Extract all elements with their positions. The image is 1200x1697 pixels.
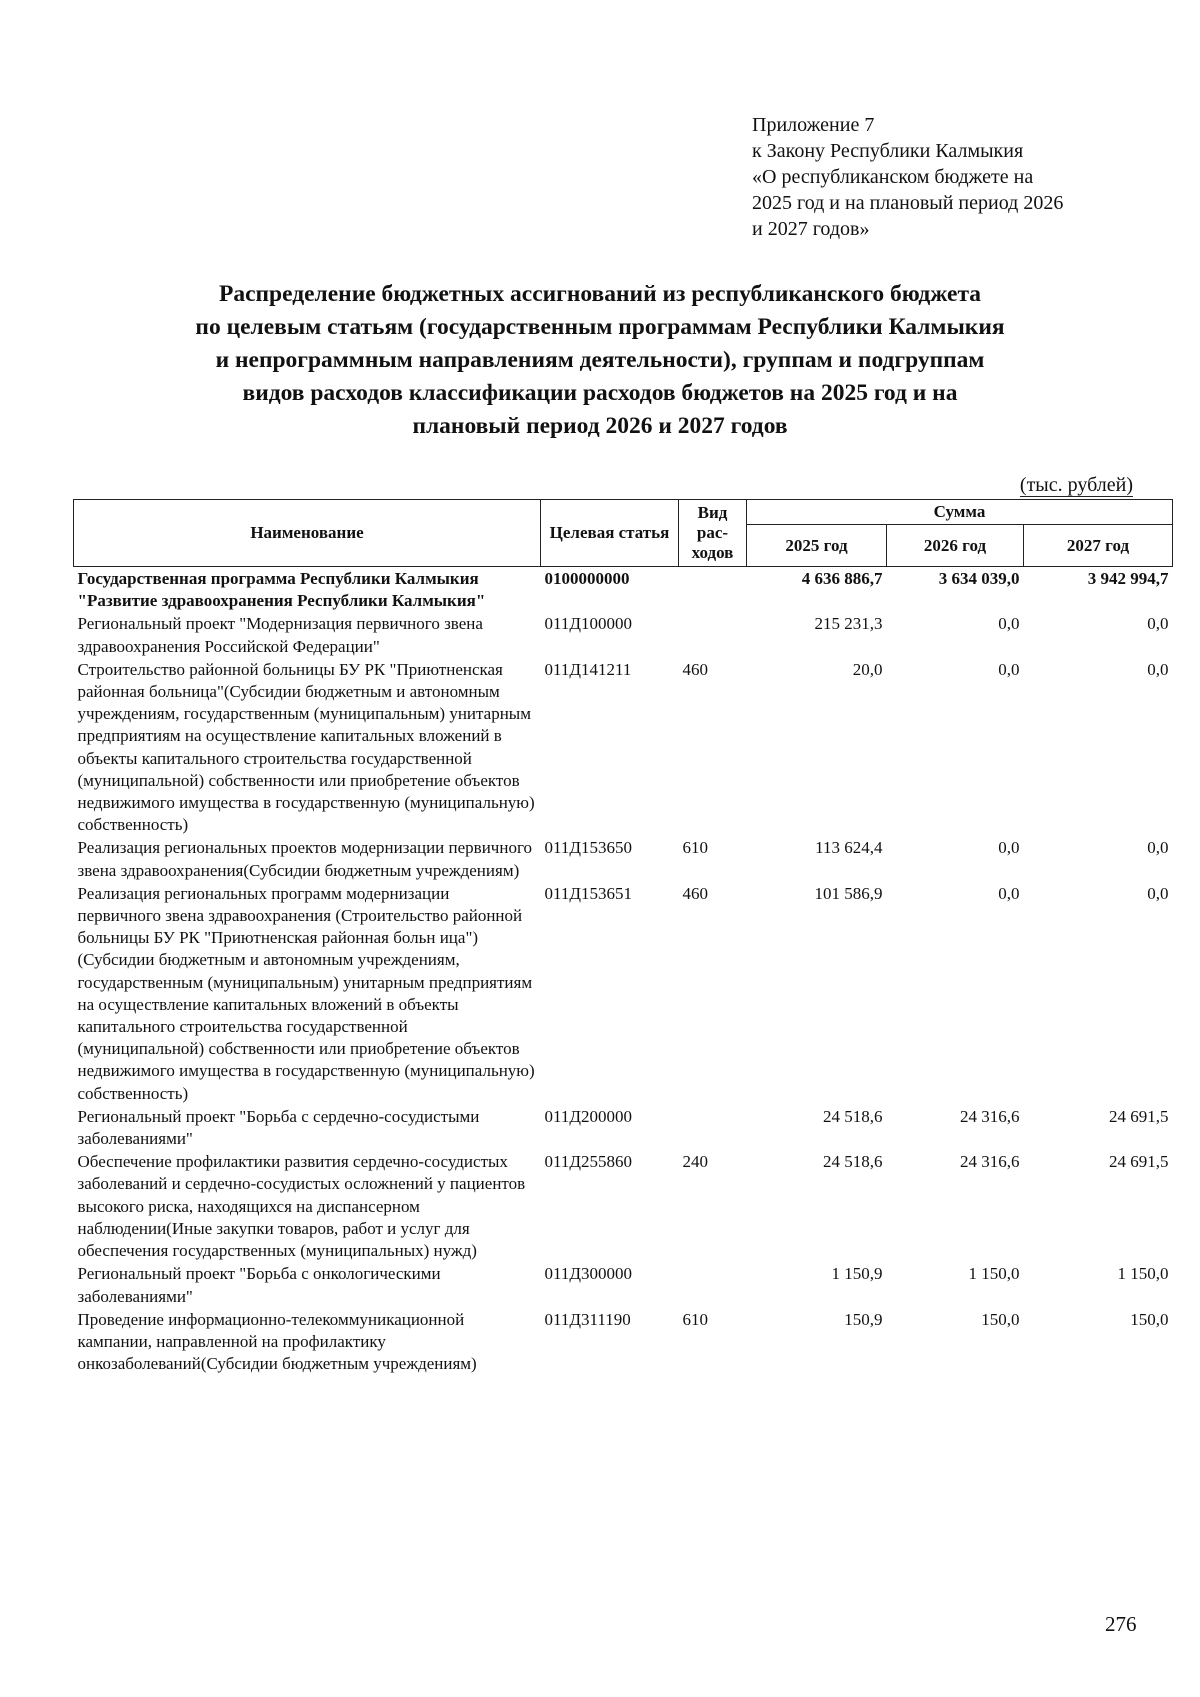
amount-2027-cell: 0,0 [1147, 614, 1169, 634]
amount-2027-cell: 150,0 [1130, 1309, 1169, 1329]
target-cell: 011Д200000 [544, 1106, 632, 1126]
amount-2025-cell: 215 231,3 [814, 614, 883, 634]
name-cell: Проведение информационно-телекоммуникационной кампании, направленной на профилактику онкозаболеваний(Субсидии бюджетным учреждениям) [77, 1309, 477, 1374]
name-cell: Обеспечение профилактики развития сердечно-сосудистых заболеваний и сердечно-сосудистых осложнений у пациентов высокого риска, находящихся на диспансерном наблюдении(Иные закупки товаров, работ и услуг для обеспечения государственных (муниципальных) нужд) [77, 1152, 526, 1261]
appendix-line: и 2027 годов» [752, 218, 870, 240]
table-body [74, 567, 1173, 1376]
title-line: и непрограммным направлениям деятельности), группам и подгруппам [215, 347, 985, 373]
target-cell: 011Д141211 [544, 659, 632, 679]
header-sum: Сумма [747, 500, 1173, 525]
document-title [60, 278, 1140, 443]
amount-2026-cell: 0,0 [998, 883, 1020, 903]
target-cell: 011Д153650 [544, 838, 632, 858]
amount-2026-cell: 24 316,6 [960, 1152, 1020, 1172]
amount-2026-cell: 3 634 039,0 [938, 569, 1020, 588]
amount-2026-cell: 24 316,6 [960, 1106, 1020, 1126]
header-vid: Вид рас-ходов [679, 500, 747, 567]
amount-2025-cell: 24 518,6 [823, 1152, 883, 1172]
title-line: Распределение бюджетных ассигнований из республиканского бюджета [218, 281, 982, 307]
amount-2027-cell: 24 691,5 [1109, 1152, 1169, 1172]
amount-2025-cell: 1 150,9 [831, 1264, 883, 1284]
vid-cell [679, 1262, 747, 1307]
amount-2025-cell: 24 518,6 [823, 1106, 883, 1126]
header-target: Целевая статья [541, 500, 679, 567]
name-cell: Региональный проект "Борьба с онкологическими заболеваниями" [77, 1264, 441, 1306]
target-cell: 011Д311190 [544, 1309, 631, 1329]
budget-table [73, 499, 1173, 1375]
target-cell: 011Д255860 [544, 1152, 632, 1172]
table-row [74, 1262, 1173, 1307]
amount-2027-cell: 0,0 [1147, 883, 1169, 903]
vid-cell [679, 1105, 747, 1150]
amount-2027-cell: 0,0 [1147, 659, 1169, 679]
amount-2025-cell: 4 636 886,7 [801, 569, 883, 588]
name-cell: Региональный проект "Борьба с сердечно-сосудистыми заболеваниями" [77, 1106, 480, 1149]
name-cell: Строительство районной больницы БУ РК "Приютненская районная больница"(Субсидии бюджетным и автономным учреждениям, государственным (муниципальным) унитарным предприятиям на осуществление капитальных вложений в объекты капитального строительства государственной (муниципальной) собственности или приобретение объектов недвижимого имущества в государственную (муниципальную) собственность) [77, 659, 535, 835]
amount-2025-cell: 20,0 [852, 659, 883, 679]
appendix-note [752, 112, 1172, 242]
appendix-line: Приложение 7 [752, 114, 875, 136]
amount-2025-cell: 101 586,9 [814, 883, 883, 903]
title-line: по целевым статьям (государственным программам Республики Калмыкия [195, 314, 1005, 340]
table-row [74, 1105, 1173, 1150]
appendix-line: к Закону Республики Калмыкия [752, 140, 1024, 162]
header-2027: 2027 год [1024, 525, 1173, 567]
amount-2027-cell: 3 942 994,7 [1087, 569, 1169, 588]
vid-cell: 460 [682, 659, 708, 679]
amount-2027-cell: 0,0 [1147, 838, 1169, 858]
appendix-line: «О республиканском бюджете на [752, 166, 1034, 188]
units-label: (тыс. рублей) [1019, 474, 1133, 496]
vid-cell: 610 [682, 838, 708, 858]
title-line: плановый период 2026 и 2027 годов [412, 413, 788, 439]
table-row [74, 567, 1173, 613]
amount-2026-cell: 0,0 [998, 838, 1020, 858]
table-row [74, 658, 1173, 837]
table-row [74, 882, 1173, 1105]
name-cell: Государственная программа Республики Калмыкия "Развитие здравоохранения Республики Калмыкия" [77, 569, 486, 611]
title-line: видов расходов классификации расходов бюджетов на 2025 год и на [242, 380, 958, 406]
header-name: Наименование [74, 500, 541, 567]
target-cell: 011Д300000 [544, 1264, 632, 1284]
vid-cell: 610 [682, 1309, 708, 1329]
table-row [74, 612, 1173, 657]
name-cell: Реализация региональных программ модернизации первичного звена здравоохранения (Строительство районной больницы БУ РК "Приютненская районная больн ица")(Субсидии бюджетным и автономным учреждениям, государственным (муниципальным) унитарным предприятиям на осуществление капитальных вложений в объекты капитального строительства государственной (муниципальной) собственности или приобретение объектов недвижимого имущества в государственную (муниципальную) собственность) [77, 883, 535, 1103]
amount-2027-cell: 1 150,0 [1117, 1264, 1169, 1284]
amount-2026-cell: 1 150,0 [968, 1264, 1020, 1284]
amount-2025-cell: 113 624,4 [815, 838, 883, 858]
amount-2027-cell: 24 691,5 [1109, 1106, 1169, 1126]
table-row [74, 1308, 1173, 1376]
header-2025: 2025 год [747, 525, 887, 567]
amount-2026-cell: 0,0 [998, 614, 1020, 634]
vid-cell [679, 567, 747, 613]
amount-2026-cell: 0,0 [998, 659, 1020, 679]
target-cell: 011Д153651 [544, 883, 632, 903]
amount-2025-cell: 150,9 [844, 1309, 883, 1329]
name-cell: Реализация региональных проектов модернизации первичного звена здравоохранения(Субсидии бюджетным учреждениям) [77, 838, 532, 880]
target-cell: 0100000000 [544, 569, 630, 588]
amount-2026-cell: 150,0 [981, 1309, 1020, 1329]
target-cell: 011Д100000 [544, 614, 632, 634]
table-row [74, 836, 1173, 881]
vid-cell: 460 [682, 883, 708, 903]
table-row [74, 1150, 1173, 1262]
name-cell: Региональный проект "Модернизация первичного звена здравоохранения Российской Федерации" [77, 614, 483, 656]
vid-cell: 240 [682, 1152, 708, 1172]
page-number: 276 [1105, 1612, 1137, 1636]
header-2026: 2026 год [887, 525, 1024, 567]
appendix-line: 2025 год и на плановый период 2026 [752, 192, 1064, 214]
vid-cell [679, 612, 747, 657]
